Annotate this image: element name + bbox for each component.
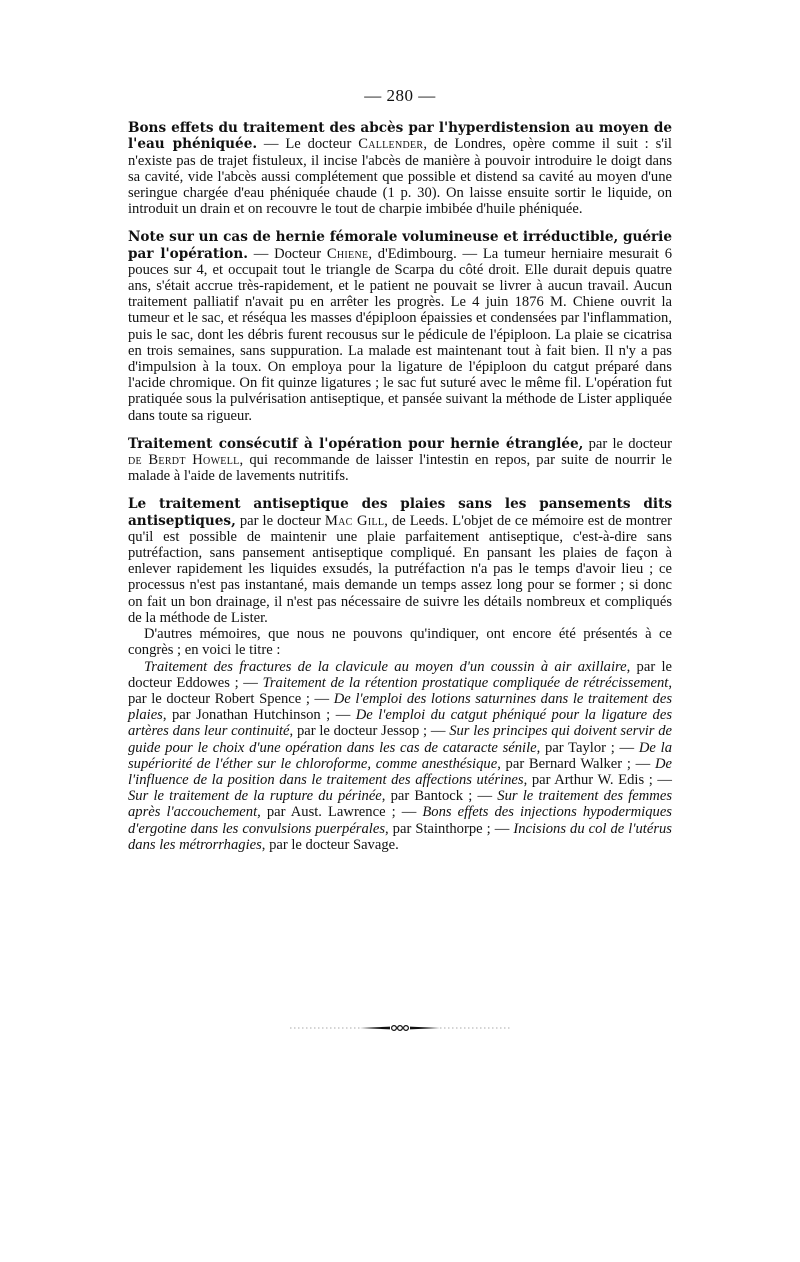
memoir-title: De la supériorité de l'éther sur le chloroforme, comme anesthésique <box>128 739 672 772</box>
memoir-title: Bons effets des injections hypodermiques d'ergotine dans les convulsions puerpérales <box>128 804 672 837</box>
author-prefix: par le docteur <box>235 512 325 529</box>
author-name: Mac Gill <box>324 512 385 529</box>
memoir-author: , par le docteur Eddowes ; <box>128 658 672 691</box>
closing-intro: D'autres mémoires, que nous ne pouvons qu'indiquer, ont encore été présentés à ce congrès ; en voici le titre : <box>128 626 672 659</box>
memoir-title: Incisions du col de l'utérus dans les métrorrhagies <box>128 820 672 853</box>
entry-title: Note sur un cas de hernie fémorale volumineuse et irréductible, guérie par l'opération. <box>128 229 672 262</box>
author-name: Chiene <box>326 245 369 262</box>
end-ornament <box>128 1021 672 1033</box>
entry-title: Traitement consécutif à l'opération pour hernie étranglée, <box>128 435 584 452</box>
entry-title: Le traitement antiseptique des plaies sans les pansements dits antiseptiques, <box>128 496 672 529</box>
memoir-author: , par Stainthorpe ; <box>385 820 491 837</box>
memoir-author: , par Jonathan Hutchinson ; <box>162 707 331 724</box>
entry-paragraph <box>128 496 672 626</box>
author-name: de Berdt Howell <box>128 452 240 469</box>
author-name: Callender <box>358 136 424 153</box>
memoir-titles-list: Traitement des fractures de la clavicule au moyen d'un coussin à air axillaire, par le docteur Eddowes ; — Traitement de la rétention prostatique compliquée de rétrécissement, par le docteur Robert Spence ; — De l'emploi des lotions saturnines dans le traitement des plaies, par Jonathan Hutchinson ; — De l'emploi du catgut phéniqué pour la ligature des artères dans leur continuité, par le docteur Jessop ; — Sur les principes qui doivent servir de guide pour le choix d'une opération dans les cas de cataracte sénile, par Taylor ; — De la supériorité de l'éther sur le chloroforme, comme anesthésique, par Bernard Walker ; — De l'influence de la position dans le traitement des affections utérines, par Arthur W. Edis ; — Sur le traitement de la rupture du périnée, par Bantock ; — Sur le traitement des femmes après l'accouchement, par Aust. Lawrence ; — Bons effets des injections hypodermiques d'ergotine dans les convulsions puerpérales, par Stainthorpe ; — Incisions du col de l'utérus dans les métrorrhagies, par le docteur Savage. <box>128 658 673 853</box>
memoir-title: Traitement des fractures de la clavicule au moyen d'un coussin à air axillaire <box>144 658 627 675</box>
memoir-author: , par le docteur Robert Spence ; <box>128 674 672 707</box>
memoir-title: Traitement de la rétention prostatique compliquée de rétrécissement <box>262 674 669 691</box>
entry-body: , de Leeds. L'objet de ce mémoire est de montrer qu'il est possible de maintenir une plaie parfaitement antiseptique, c'est-à-dire sans putréfaction, sans pansement antiseptique compliqué. En pansant les plaies de façon à enlever rapidement les liquides exsudés, la putréfaction n'a pas le temps d'avoir lieu ; ce processus n'est pas instantané, mais demande un temps assez long pour se former ; si donc on fait un bon drainage, il n'est pas nécessaire de suivre les détails nombreux et compliqués de la méthode de Lister. <box>128 512 672 626</box>
memoir-author: , par le docteur Jessop ; <box>289 723 428 740</box>
document-page <box>128 88 672 853</box>
entry-paragraph <box>128 229 672 423</box>
page-number: — 280 — <box>364 86 436 105</box>
memoir-author: , par Aust. Lawrence ; <box>257 804 396 821</box>
memoir-title: De l'emploi des lotions saturnines dans le traitement des plaies <box>128 690 673 724</box>
memoir-title: Sur le traitement de la rupture du périnée <box>128 788 382 805</box>
author-prefix: — Docteur <box>247 245 327 262</box>
entry-body: , de Londres, opère comme il suit : s'il n'existe pas de trajet fistuleux, il incise l'abcès de manière à pouvoir introduire le doigt dans sa cavité, vide l'abcès aussi complétement que possible et distend sa cavité au moyen d'une seringue chargée d'eau phéniquée chaude (1 p. 30). On laisse ensuite sortir le liquide, on introduit un drain et on recouvre le tout de charpie imbibée d'huile phéniquée. <box>128 136 672 218</box>
memoir-author: , par Bernard Walker ; <box>497 755 631 772</box>
memoir-title: Sur le traitement des femmes après l'accouchement <box>128 788 672 821</box>
fleuron-icon <box>290 1022 510 1034</box>
entry-paragraph <box>128 120 672 217</box>
memoir-author: , par le docteur Savage. <box>261 836 399 853</box>
memoir-author: , par Taylor ; <box>536 739 615 756</box>
entry-abces <box>128 120 672 217</box>
entry-paragraph <box>128 436 672 485</box>
memoir-title: De l'influence de la position dans le traitement des affections utérines <box>128 755 672 788</box>
author-prefix: — Le docteur <box>257 136 359 153</box>
entry-antiseptique <box>128 496 672 626</box>
memoir-author: , par Bantock ; <box>381 788 473 805</box>
entry-hernie-etranglee <box>128 436 672 485</box>
entry-body: , qui recommande de laisser l'intestin en repos, par suite de nourrir le malade à l'aide de lavements nutritifs. <box>128 452 672 485</box>
entry-hernie-femorale <box>128 229 672 423</box>
memoir-title: Sur les principes qui doivent servir de guide pour le choix d'une opération dans les cas de cataracte sénile <box>128 723 672 756</box>
author-prefix: par le docteur <box>583 435 672 452</box>
entry-title: Bons effets du traitement des abcès par l'hyperdistension au moyen de l'eau phéniquée. <box>128 120 672 153</box>
memoir-title: De l'emploi du catgut phéniqué pour la ligature des artères dans leur continuité <box>128 707 672 740</box>
memoir-author: , par Arthur W. Edis ; <box>523 771 653 788</box>
entry-body: , d'Edimbourg. — La tumeur herniaire mesurait 6 pouces sur 4, et occupait tout le triangle de Scarpa du côté droit. Elle durait depuis quatre ans, s'était accrue très-rapidement, et le patient ne pouvait se livrer à aucun travail. Aucun traitement palliatif n'avait pu en arrêter les progrès. Le 4 juin 1876 M. Chiene ouvrit la tumeur et le sac, et réséqua les masses d'épiploon épaissies et condensées par l'inflammation, puis le sac, dont les débris furent recousus sur le pédicule de l'épiploon. La plaie se cicatrisa en trois semaines, sans suppuration. La malade est maintenant tout à fait bien. Il n'y a pas d'impulsion à la toux. On employa pour la ligature de l'épiploon du catgut préparé dans l'acide chromique. On fit quinze ligatures ; le sac fut suturé avec le même fil. L'opération fut pratiquée sous la pulvérisation antiseptique, et pansée suivant la méthode de Lister appliquée dans toute sa rigueur. <box>128 245 673 424</box>
